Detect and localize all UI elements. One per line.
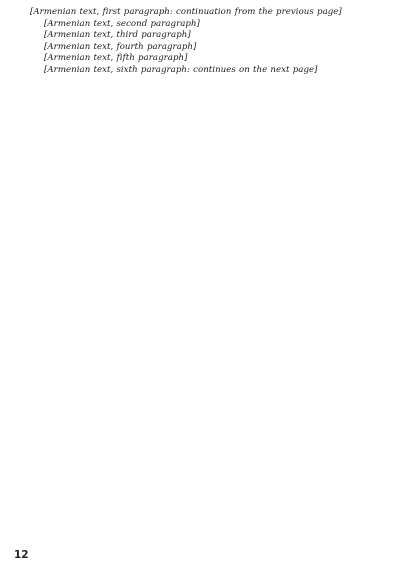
paragraph-4: [Armenian text, fourth paragraph]: [44, 41, 197, 52]
paragraph-3: [Armenian text, third paragraph]: [44, 30, 191, 41]
page-number: 12: [14, 549, 29, 561]
paragraph-2: [Armenian text, second paragraph]: [44, 18, 200, 29]
paragraph-6: [Armenian text, sixth paragraph: continues on the next page]: [44, 64, 318, 75]
document-page: [30, 7, 388, 547]
paragraph-5: [Armenian text, fifth paragraph]: [44, 53, 188, 64]
paragraph-1: [Armenian text, first paragraph: continuation from the previous page]: [30, 7, 342, 17]
